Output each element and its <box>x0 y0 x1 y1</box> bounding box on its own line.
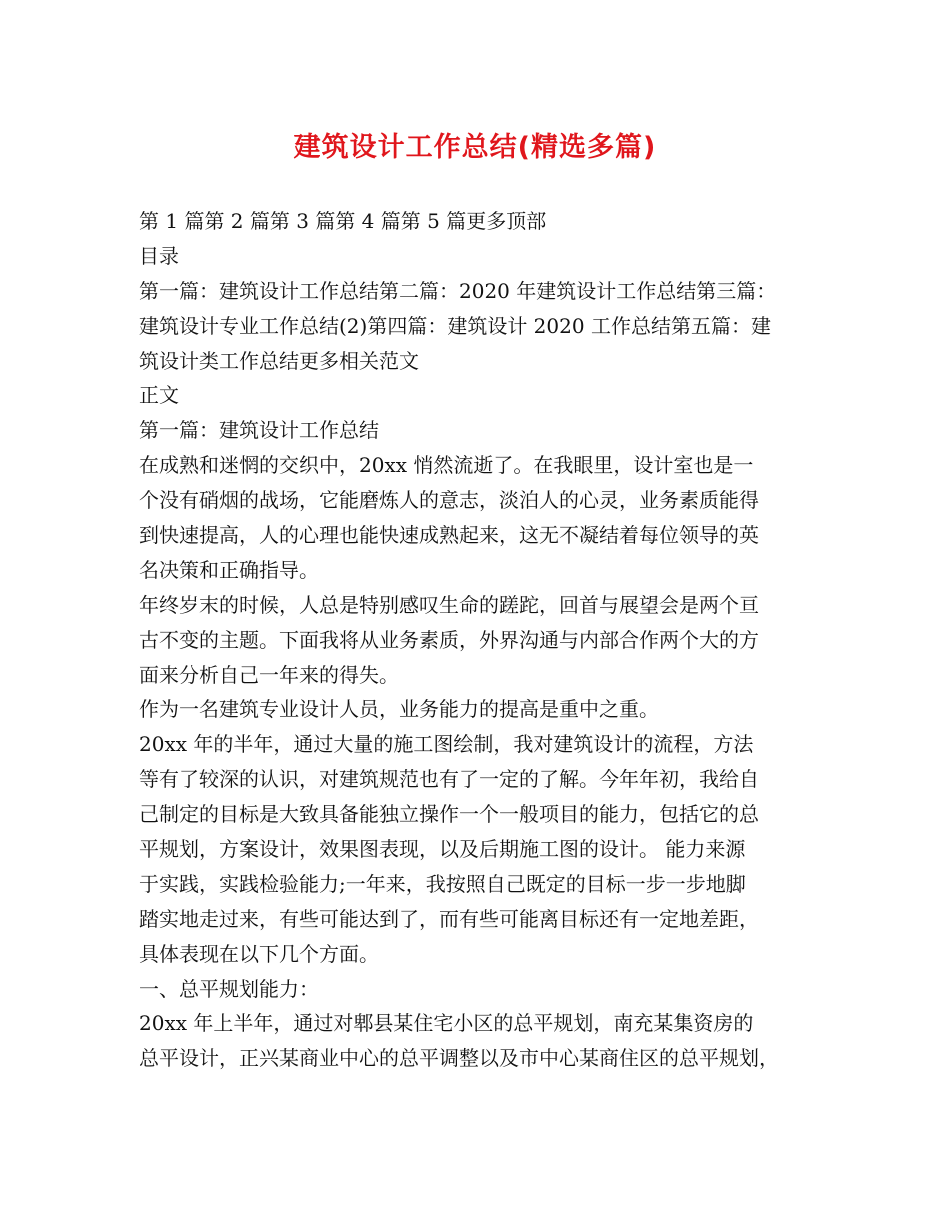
text-line: 建筑设计专业工作总结(2)第四篇：建筑设计 2020 工作总结第五篇：建 <box>139 313 771 338</box>
text-line: 己制定的目标是大致具备能独立操作一个一般项目的能力，包括它的总 <box>139 802 759 827</box>
text-line: 个没有硝烟的战场，它能磨炼人的意志，淡泊人的心灵，业务素质能得 <box>139 488 759 513</box>
text-line: 第一篇：建筑设计工作总结 <box>139 418 379 443</box>
text-line: 20xx 年上半年，通过对郫县某住宅小区的总平规划，南充某集资房的 <box>139 1011 754 1036</box>
text-line: 等有了较深的认识，对建筑规范也有了一定的了解。今年年初，我给自 <box>139 767 759 792</box>
text-line: 古不变的主题。下面我将从业务素质，外界沟通与内部合作两个大的方 <box>139 627 759 652</box>
text-line: 于实践，实践检验能力;一年来，我按照自己既定的目标一步一步地脚 <box>139 871 746 896</box>
text-line: 总平设计，正兴某商业中心的总平调整以及市中心某商住区的总平规划， <box>139 1046 779 1071</box>
text-line: 年终岁末的时候，人总是特别感叹生命的蹉跎，回首与展望会是两个亘 <box>139 592 759 617</box>
document-body <box>139 204 829 1076</box>
text-line: 正文 <box>139 383 179 408</box>
text-line: 平规划，方案设计，效果图表现，以及后期施工图的设计。 能力来源 <box>139 837 746 862</box>
text-line: 一、总平规划能力： <box>139 976 319 1001</box>
text-line: 踏实地走过来，有些可能达到了，而有些可能离目标还有一定地差距， <box>139 906 759 931</box>
text-line: 面来分析自己一年来的得失。 <box>139 662 399 687</box>
document-title: 建筑设计工作总结(精选多篇) <box>293 132 657 163</box>
text-line: 第 1 篇第 2 篇第 3 篇第 4 篇第 5 篇更多顶部 <box>139 209 547 233</box>
text-line: 第一篇：建筑设计工作总结第二篇：2020 年建筑设计工作总结第三篇： <box>139 278 777 303</box>
text-line: 20xx 年的半年，通过大量的施工图绘制，我对建筑设计的流程，方法 <box>139 732 754 757</box>
text-line: 到快速提高，人的心理也能快速成熟起来，这无不凝结着每位领导的英 <box>139 523 759 548</box>
text-line: 名决策和正确指导。 <box>139 557 319 582</box>
text-line: 在成熟和迷惘的交织中，20xx 悄然流逝了。在我眼里，设计室也是一 <box>139 453 754 478</box>
text-line: 具体表现在以下几个方面。 <box>139 941 379 966</box>
text-line: 作为一名建筑专业设计人员，业务能力的提高是重中之重。 <box>139 697 659 722</box>
text-line: 目录 <box>139 243 179 268</box>
text-line: 筑设计类工作总结更多相关范文 <box>139 348 419 373</box>
